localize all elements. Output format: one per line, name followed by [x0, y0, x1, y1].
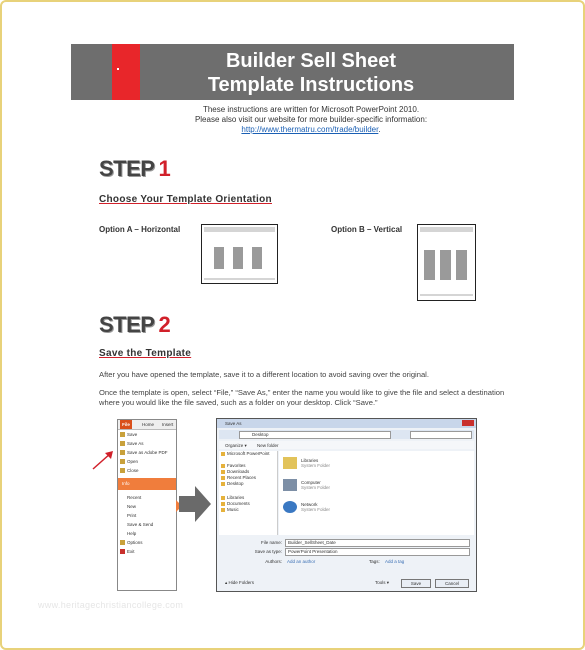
- intro-line-1: These instructions are written for Microsoft PowerPoint 2010.: [202, 105, 420, 114]
- menu-recent[interactable]: Recent: [127, 495, 142, 500]
- title-banner: [71, 44, 514, 100]
- ribbon-tabs: [118, 420, 176, 430]
- save-as-dialog-screenshot: [216, 418, 477, 592]
- title-line-2: Template Instructions: [207, 74, 415, 96]
- file-menu-screenshot: [117, 419, 177, 591]
- menu-print[interactable]: Print: [127, 513, 137, 518]
- dialog-footer: [219, 577, 474, 589]
- dialog-titlebar: [217, 419, 476, 428]
- intro-line-2: Please also visit our website for more builder-specific information:: [194, 115, 428, 124]
- save-type-row: [219, 548, 474, 555]
- close-file-icon: [120, 468, 125, 473]
- file-name-field[interactable]: Builder_SellSheet_Date: [285, 539, 470, 547]
- intro-text: [131, 105, 491, 135]
- title-line-1: Builder Sell Sheet: [225, 50, 397, 72]
- nav-item-libraries[interactable]: Libraries: [219, 495, 277, 501]
- metadata-row: [219, 558, 474, 565]
- menu-save-send[interactable]: Save & Send: [127, 522, 154, 527]
- step-1-number: 1: [158, 156, 171, 181]
- menu-save-as-pdf[interactable]: Save as Adobe PDF: [118, 448, 176, 457]
- address-input[interactable]: Desktop: [239, 431, 391, 439]
- red-accent-tab: [112, 44, 140, 100]
- cancel-button[interactable]: Cancel: [435, 579, 469, 588]
- menu-save[interactable]: Save: [118, 430, 176, 439]
- option-b-label: Option B – Vertical: [331, 225, 403, 234]
- option-a-label: Option A – Horizontal: [99, 225, 181, 234]
- hide-folders-button[interactable]: ▴ Hide Folders: [225, 580, 255, 585]
- menu-open[interactable]: Open: [118, 457, 176, 466]
- authors-label: Authors:: [265, 559, 282, 564]
- menu-help[interactable]: Help: [127, 531, 137, 536]
- new-folder-button[interactable]: New folder: [257, 443, 279, 448]
- link-suffix: .: [378, 125, 381, 134]
- file-list: Libraries System Folder Computer System Folder Network System Folder: [279, 451, 474, 535]
- tags-label: Tags:: [369, 559, 380, 564]
- nav-item-documents[interactable]: Documents: [219, 501, 277, 507]
- home-tab[interactable]: Home: [142, 422, 155, 427]
- step-2-subhead: Save the Template: [99, 348, 192, 359]
- intro-line-3: [131, 125, 491, 135]
- document-page: [71, 44, 514, 604]
- nav-item-recent-places[interactable]: Recent Places: [219, 475, 277, 481]
- save-icon: [120, 432, 125, 437]
- open-folder-icon: [120, 459, 125, 464]
- step-2-heading: [99, 312, 170, 338]
- nav-item-downloads[interactable]: Downloads: [219, 469, 277, 475]
- dialog-title: Save As: [225, 421, 242, 426]
- step-1-subhead: Choose Your Template Orientation: [99, 194, 272, 205]
- red-pointer-arrow-icon: [91, 449, 117, 471]
- save-type-label: Save as type:: [254, 549, 282, 554]
- next-step-arrow-icon: [179, 486, 211, 522]
- menu-close[interactable]: Close: [118, 466, 176, 475]
- navigation-pane: [219, 451, 278, 535]
- organize-button[interactable]: Organize ▾: [225, 443, 247, 448]
- horizontal-template-thumbnail[interactable]: [201, 224, 278, 284]
- file-name-row: [219, 539, 474, 546]
- step-2-paragraph-2: Once the template is open, select “File,” “Save As,” enter the name you would like to give the file and select a destination where you would like the file saved, such as a folder on your desktop. Click “Save.”: [99, 388, 505, 407]
- menu-info[interactable]: Info: [118, 478, 176, 490]
- tags-field[interactable]: Add a tag: [385, 559, 405, 564]
- step-1-word: STEP: [99, 156, 155, 181]
- save-fields: [219, 537, 474, 571]
- libraries-folder-icon: [283, 457, 297, 469]
- dialog-toolbar: [219, 441, 474, 449]
- options-icon: [120, 540, 125, 545]
- vertical-template-thumbnail[interactable]: [417, 224, 476, 301]
- network-icon: [283, 501, 297, 513]
- save-button[interactable]: Save: [401, 579, 431, 588]
- tools-button[interactable]: Tools ▾: [375, 580, 390, 585]
- search-input[interactable]: [410, 431, 472, 439]
- close-icon[interactable]: [462, 420, 474, 426]
- nav-item-music[interactable]: Music: [219, 507, 277, 513]
- menu-exit[interactable]: Exit: [118, 547, 176, 556]
- step-1-heading: [99, 156, 170, 182]
- step-2-number: 2: [158, 312, 171, 337]
- nav-item-favorites[interactable]: Favorites: [219, 463, 277, 469]
- step-2-paragraph-1: After you have opened the template, save it to a different location to avoid saving over the original.: [99, 370, 429, 379]
- builder-link[interactable]: http://www.thermatru.com/trade/builder: [241, 125, 379, 134]
- nav-item-powerpoint[interactable]: Microsoft PowerPoint: [219, 451, 277, 457]
- exit-icon: [120, 549, 125, 554]
- menu-new[interactable]: New: [127, 504, 137, 509]
- nav-item-desktop[interactable]: Desktop: [219, 481, 277, 487]
- file-tab[interactable]: File: [120, 420, 132, 429]
- insert-tab[interactable]: Insert: [162, 422, 174, 427]
- menu-save-as[interactable]: Save As: [118, 439, 176, 448]
- file-name-label: File name:: [260, 540, 282, 545]
- watermark: www.heritagechristiancollege.com: [38, 600, 184, 610]
- step-2-word: STEP: [99, 312, 155, 337]
- document-title: [151, 49, 471, 97]
- authors-field[interactable]: Add an author: [287, 559, 316, 564]
- save-type-select[interactable]: PowerPoint Presentation: [285, 548, 470, 556]
- address-bar: [219, 430, 474, 439]
- pdf-icon: [120, 450, 125, 455]
- computer-icon: [283, 479, 297, 491]
- save-as-icon: [120, 441, 125, 446]
- menu-options[interactable]: Options: [118, 538, 176, 547]
